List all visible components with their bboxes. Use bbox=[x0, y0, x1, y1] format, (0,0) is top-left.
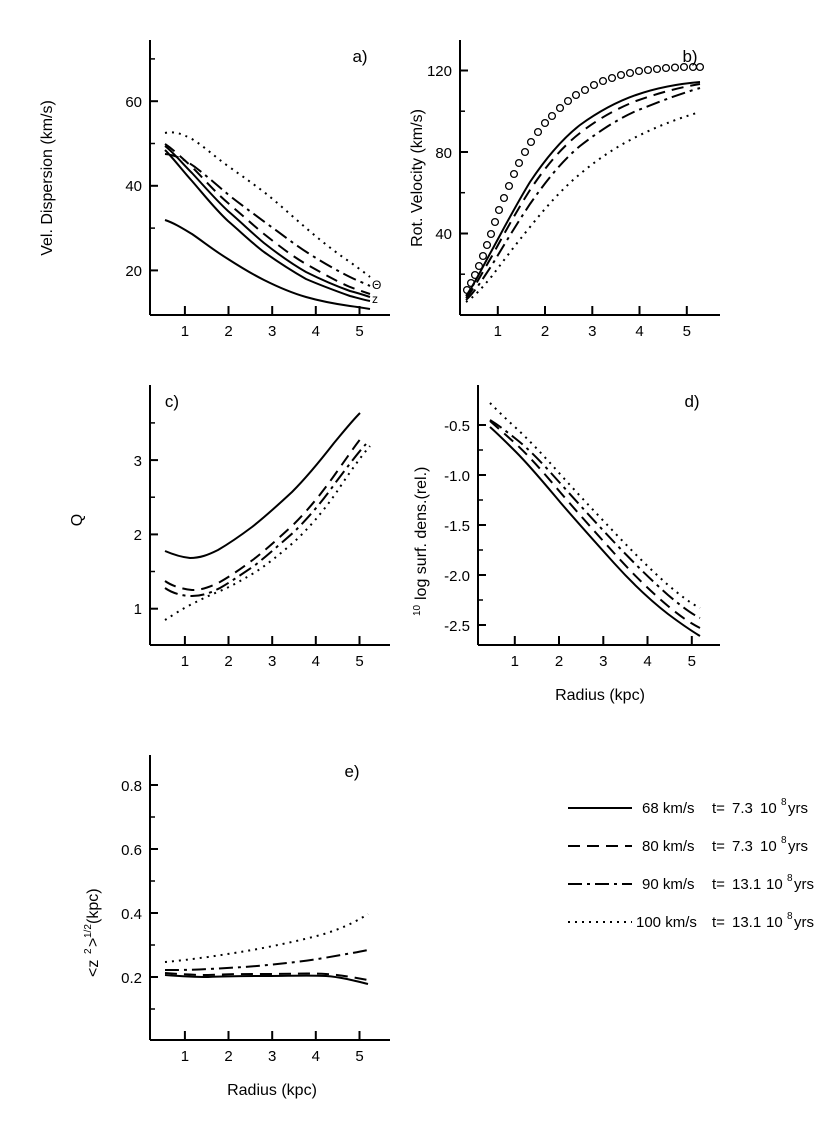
panel-a-tag: a) bbox=[352, 47, 368, 66]
curve-a-68-z-upper bbox=[165, 150, 370, 301]
panel-c-xtick-1: 1 bbox=[180, 653, 190, 670]
panel-d-xtick-5: 5 bbox=[687, 653, 696, 670]
legend-time-value-1: 7.3 bbox=[732, 838, 753, 855]
panel-c-xtick-2: 2 bbox=[224, 653, 233, 670]
z-annotation: z bbox=[372, 292, 378, 306]
legend-time-prefix-1: t= bbox=[712, 838, 725, 855]
panel-d-ytick-0.5: -0.5 bbox=[444, 418, 470, 435]
panel-a-xtick-4: 4 bbox=[311, 323, 320, 340]
panel-b-ytick-120: 120 bbox=[426, 63, 452, 80]
panel-d-ytick-2.0: -2.0 bbox=[444, 568, 470, 585]
panel-a-annotations bbox=[372, 278, 381, 306]
panel-e-ytick-0.6: 0.6 bbox=[121, 842, 142, 859]
panel-e-xtick-3: 3 bbox=[268, 1048, 277, 1065]
curve-b-68 bbox=[466, 82, 700, 296]
panel-e-ytick-0.4: 0.4 bbox=[121, 906, 142, 923]
panel-b-xtick-5: 5 bbox=[682, 323, 691, 340]
legend-time-value-0: 7.3 bbox=[732, 800, 753, 817]
panel-d bbox=[400, 355, 817, 735]
panel-d-xtick-3: 3 bbox=[599, 653, 608, 670]
panel-b-curves bbox=[466, 82, 700, 302]
panel-c-xtick-4: 4 bbox=[311, 653, 320, 670]
legend-exponent-2: 8 bbox=[787, 873, 793, 884]
legend-time-suffix-2: yrs bbox=[794, 876, 814, 893]
panel-e-ylabel-pre: <z bbox=[85, 959, 102, 977]
panel-a-xtick-5: 5 bbox=[355, 323, 364, 340]
panel-d-axes bbox=[478, 385, 720, 645]
legend-exponent-0: 8 bbox=[781, 797, 787, 808]
panel-c-ytick-3: 3 bbox=[133, 453, 142, 470]
panel-c-ytick-2: 2 bbox=[133, 527, 142, 544]
panel-e-xtick-4: 4 bbox=[311, 1048, 320, 1065]
legend-entry-0 bbox=[568, 797, 808, 817]
panel-e-xlabel: Radius (kpc) bbox=[227, 1082, 317, 1099]
curve-c-90 bbox=[165, 444, 366, 596]
panel-e-xtick-2: 2 bbox=[224, 1048, 233, 1065]
panel-e-xtick-1: 1 bbox=[180, 1048, 190, 1065]
panel-e-xtick-5: 5 bbox=[355, 1048, 364, 1065]
panel-c-tag: c) bbox=[164, 392, 180, 411]
panel-a-xtick-3: 3 bbox=[268, 323, 277, 340]
curve-d-100 bbox=[490, 403, 700, 608]
curve-c-68 bbox=[165, 413, 360, 558]
panel-c-axes bbox=[150, 385, 390, 645]
panel-b-xtick-2: 2 bbox=[540, 323, 550, 340]
panel-a-ytick-20: 20 bbox=[125, 263, 142, 280]
legend-time-prefix-0: t= bbox=[712, 800, 725, 817]
panel-a bbox=[0, 0, 410, 360]
panel-e-tag: e) bbox=[344, 762, 360, 781]
panel-e-ylabel-sup2: 1/2 bbox=[83, 924, 94, 938]
curve-e-68 bbox=[165, 975, 368, 984]
panel-b-tag: b) bbox=[682, 47, 698, 66]
panel-e-ylabel-sup1: 2 bbox=[83, 948, 94, 954]
panel-a-xtick-2: 2 bbox=[224, 323, 233, 340]
panel-b-xtick-1: 1 bbox=[493, 323, 502, 340]
panel-c bbox=[0, 355, 410, 705]
panel-d-ytick-1.0: -1.0 bbox=[444, 468, 470, 485]
legend-time-suffix-3: yrs bbox=[794, 914, 814, 931]
legend-exponent-3: 8 bbox=[787, 911, 793, 922]
legend-base-3: 10 bbox=[766, 914, 783, 931]
panel-d-xtick-2: 2 bbox=[554, 653, 564, 670]
curve-c-80 bbox=[165, 437, 362, 590]
curve-c-100 bbox=[165, 446, 370, 620]
legend-velocity-0: 68 km/s bbox=[642, 800, 695, 817]
panel-c-ytick-1: 1 bbox=[133, 601, 142, 618]
panel-e-axes bbox=[150, 755, 390, 1040]
legend-time-suffix-0: yrs bbox=[788, 800, 808, 817]
panel-e-ylabel-mid: > bbox=[85, 937, 102, 947]
panel-d-ylabel-main: log surf. dens.(rel.) bbox=[413, 466, 430, 600]
panel-b bbox=[400, 0, 817, 360]
curve-d-80 bbox=[490, 421, 700, 628]
panel-e-curves bbox=[165, 914, 368, 984]
panel-d-ylabel-group bbox=[412, 467, 430, 616]
panel-d-curves bbox=[490, 403, 700, 636]
curve-b-80 bbox=[466, 84, 700, 298]
panel-a-ytick-40: 40 bbox=[125, 178, 142, 195]
panel-b-ylabel: Rot. Velocity (km/s) bbox=[409, 109, 426, 247]
curve-a-68-z-lower bbox=[165, 220, 370, 309]
panel-a-xtick-1: 1 bbox=[180, 323, 190, 340]
panel-b-ytick-80: 80 bbox=[435, 145, 452, 162]
legend-base-2: 10 bbox=[766, 876, 783, 893]
panel-b-axes bbox=[460, 40, 720, 315]
legend-time-prefix-3: t= bbox=[712, 914, 725, 931]
panel-a-axes bbox=[150, 40, 390, 315]
panel-a-ytick-60: 60 bbox=[125, 94, 142, 111]
panel-b-xtick-4: 4 bbox=[635, 323, 644, 340]
panel-d-tick-labels bbox=[444, 418, 696, 670]
panel-d-tag: d) bbox=[684, 392, 700, 411]
legend-time-suffix-1: yrs bbox=[788, 838, 808, 855]
panel-e-ytick-0.8: 0.8 bbox=[121, 778, 142, 795]
panel-e-tick-labels bbox=[121, 778, 364, 1065]
panel-c-tick-labels bbox=[134, 453, 364, 670]
legend-entry-2 bbox=[568, 873, 814, 893]
curve-b-90 bbox=[466, 88, 700, 300]
panel-c-ylabel: Q bbox=[69, 513, 86, 527]
curve-b-circles bbox=[464, 64, 704, 294]
model-legend bbox=[560, 790, 817, 970]
curve-e-90 bbox=[165, 950, 368, 970]
legend-time-value-3: 13.1 bbox=[732, 914, 762, 931]
panel-d-xtick-4: 4 bbox=[643, 653, 652, 670]
legend-entry-3 bbox=[568, 911, 814, 931]
panel-d-xtick-1: 1 bbox=[510, 653, 519, 670]
panel-c-xtick-3: 3 bbox=[268, 653, 277, 670]
panel-e bbox=[0, 725, 410, 1125]
panel-b-xtick-3: 3 bbox=[588, 323, 597, 340]
panel-e-ytick-0.2: 0.2 bbox=[121, 970, 142, 987]
theta-annotation: Θ bbox=[372, 278, 382, 292]
legend-exponent-1: 8 bbox=[781, 835, 787, 846]
legend-time-value-2: 13.1 bbox=[732, 876, 762, 893]
panel-b-ytick-40: 40 bbox=[435, 226, 452, 243]
legend-velocity-1: 80 km/s bbox=[642, 838, 695, 855]
curve-a-90 bbox=[165, 154, 370, 286]
panel-d-ytick-1.5: -1.5 bbox=[444, 518, 470, 535]
legend-base-0: 10 bbox=[760, 800, 777, 817]
legend-entry-1 bbox=[568, 835, 808, 855]
panel-d-xlabel: Radius (kpc) bbox=[555, 687, 645, 704]
panel-e-ylabel-group bbox=[83, 888, 102, 977]
panel-e-ylabel-post: (kpc) bbox=[85, 888, 102, 924]
panel-d-ylabel-sup: 10 bbox=[412, 604, 423, 616]
legend-velocity-3: 100 km/s bbox=[636, 914, 697, 931]
legend-time-prefix-2: t= bbox=[712, 876, 725, 893]
panel-a-ylabel: Vel. Dispersion (km/s) bbox=[39, 100, 56, 256]
panel-c-xtick-5: 5 bbox=[355, 653, 364, 670]
legend-base-1: 10 bbox=[760, 838, 777, 855]
legend-velocity-2: 90 km/s bbox=[642, 876, 695, 893]
panel-c-curves bbox=[165, 413, 370, 620]
panel-d-ytick-2.5: -2.5 bbox=[444, 618, 470, 635]
panel-a-curves bbox=[165, 132, 370, 309]
